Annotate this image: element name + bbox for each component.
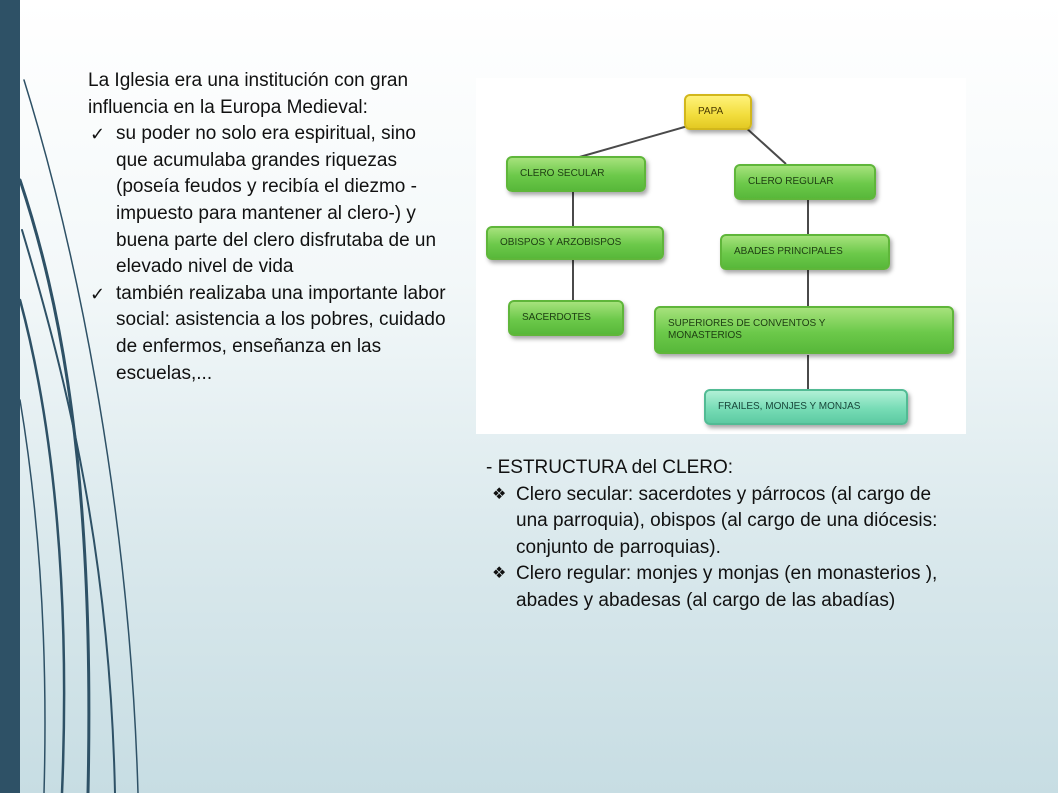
- node-obispos: OBISPOS Y ARZOBISPOS: [486, 226, 664, 260]
- diamond-list: [486, 482, 966, 615]
- diamond-icon: ❖: [492, 485, 507, 503]
- node-papa: PAPA: [684, 94, 752, 130]
- clergy-structure-text: [486, 455, 966, 615]
- intro-text-block: [88, 68, 448, 387]
- check-icon: ✓: [90, 124, 106, 145]
- node-sacerdotes: SACERDOTES: [508, 300, 624, 336]
- list-item-text: Clero secular: sacerdotes y párrocos (al cargo de una parroquia), obispos (al cargo de una diócesis: conjunto de parroquias).: [516, 483, 938, 558]
- check-list: [88, 121, 448, 387]
- node-frailes: FRAILES, MONJES Y MONJAS: [704, 389, 908, 425]
- node-clero-regular: CLERO REGULAR: [734, 164, 876, 200]
- diamond-icon: ❖: [492, 565, 507, 583]
- list-item: [486, 561, 966, 614]
- node-abades: ABADES PRINCIPALES: [720, 234, 890, 270]
- list-item-text: Clero regular: monjes y monjas (en monasterios ), abades y abadesas (al cargo de las abadías): [516, 563, 938, 611]
- list-item: [486, 482, 966, 562]
- node-superiores: SUPERIORES DE CONVENTOS Y MONASTERIOS: [654, 306, 954, 354]
- list-item-text: su poder no solo era espiritual, sino que acumulaba grandes riquezas (poseía feudos y recibía el diezmo -impuesto para mantener al clero-) y buena parte del clero disfrutaba de un elevado nivel de vida: [116, 123, 437, 278]
- structure-heading: - ESTRUCTURA del CLERO:: [486, 457, 734, 478]
- intro-paragraph: La Iglesia era una institución con gran influencia en la Europa Medieval:: [88, 70, 409, 118]
- list-item: [88, 281, 448, 387]
- list-item-text: también realizaba una importante labor social: asistencia a los pobres, cuidado de enfermos, enseñanza en las escuelas,...: [116, 282, 446, 384]
- left-accent-bar: [0, 0, 20, 793]
- list-item: [88, 121, 448, 281]
- node-clero-secular: CLERO SECULAR: [506, 156, 646, 192]
- check-icon: ✓: [90, 283, 106, 304]
- clergy-hierarchy-diagram: [476, 78, 966, 434]
